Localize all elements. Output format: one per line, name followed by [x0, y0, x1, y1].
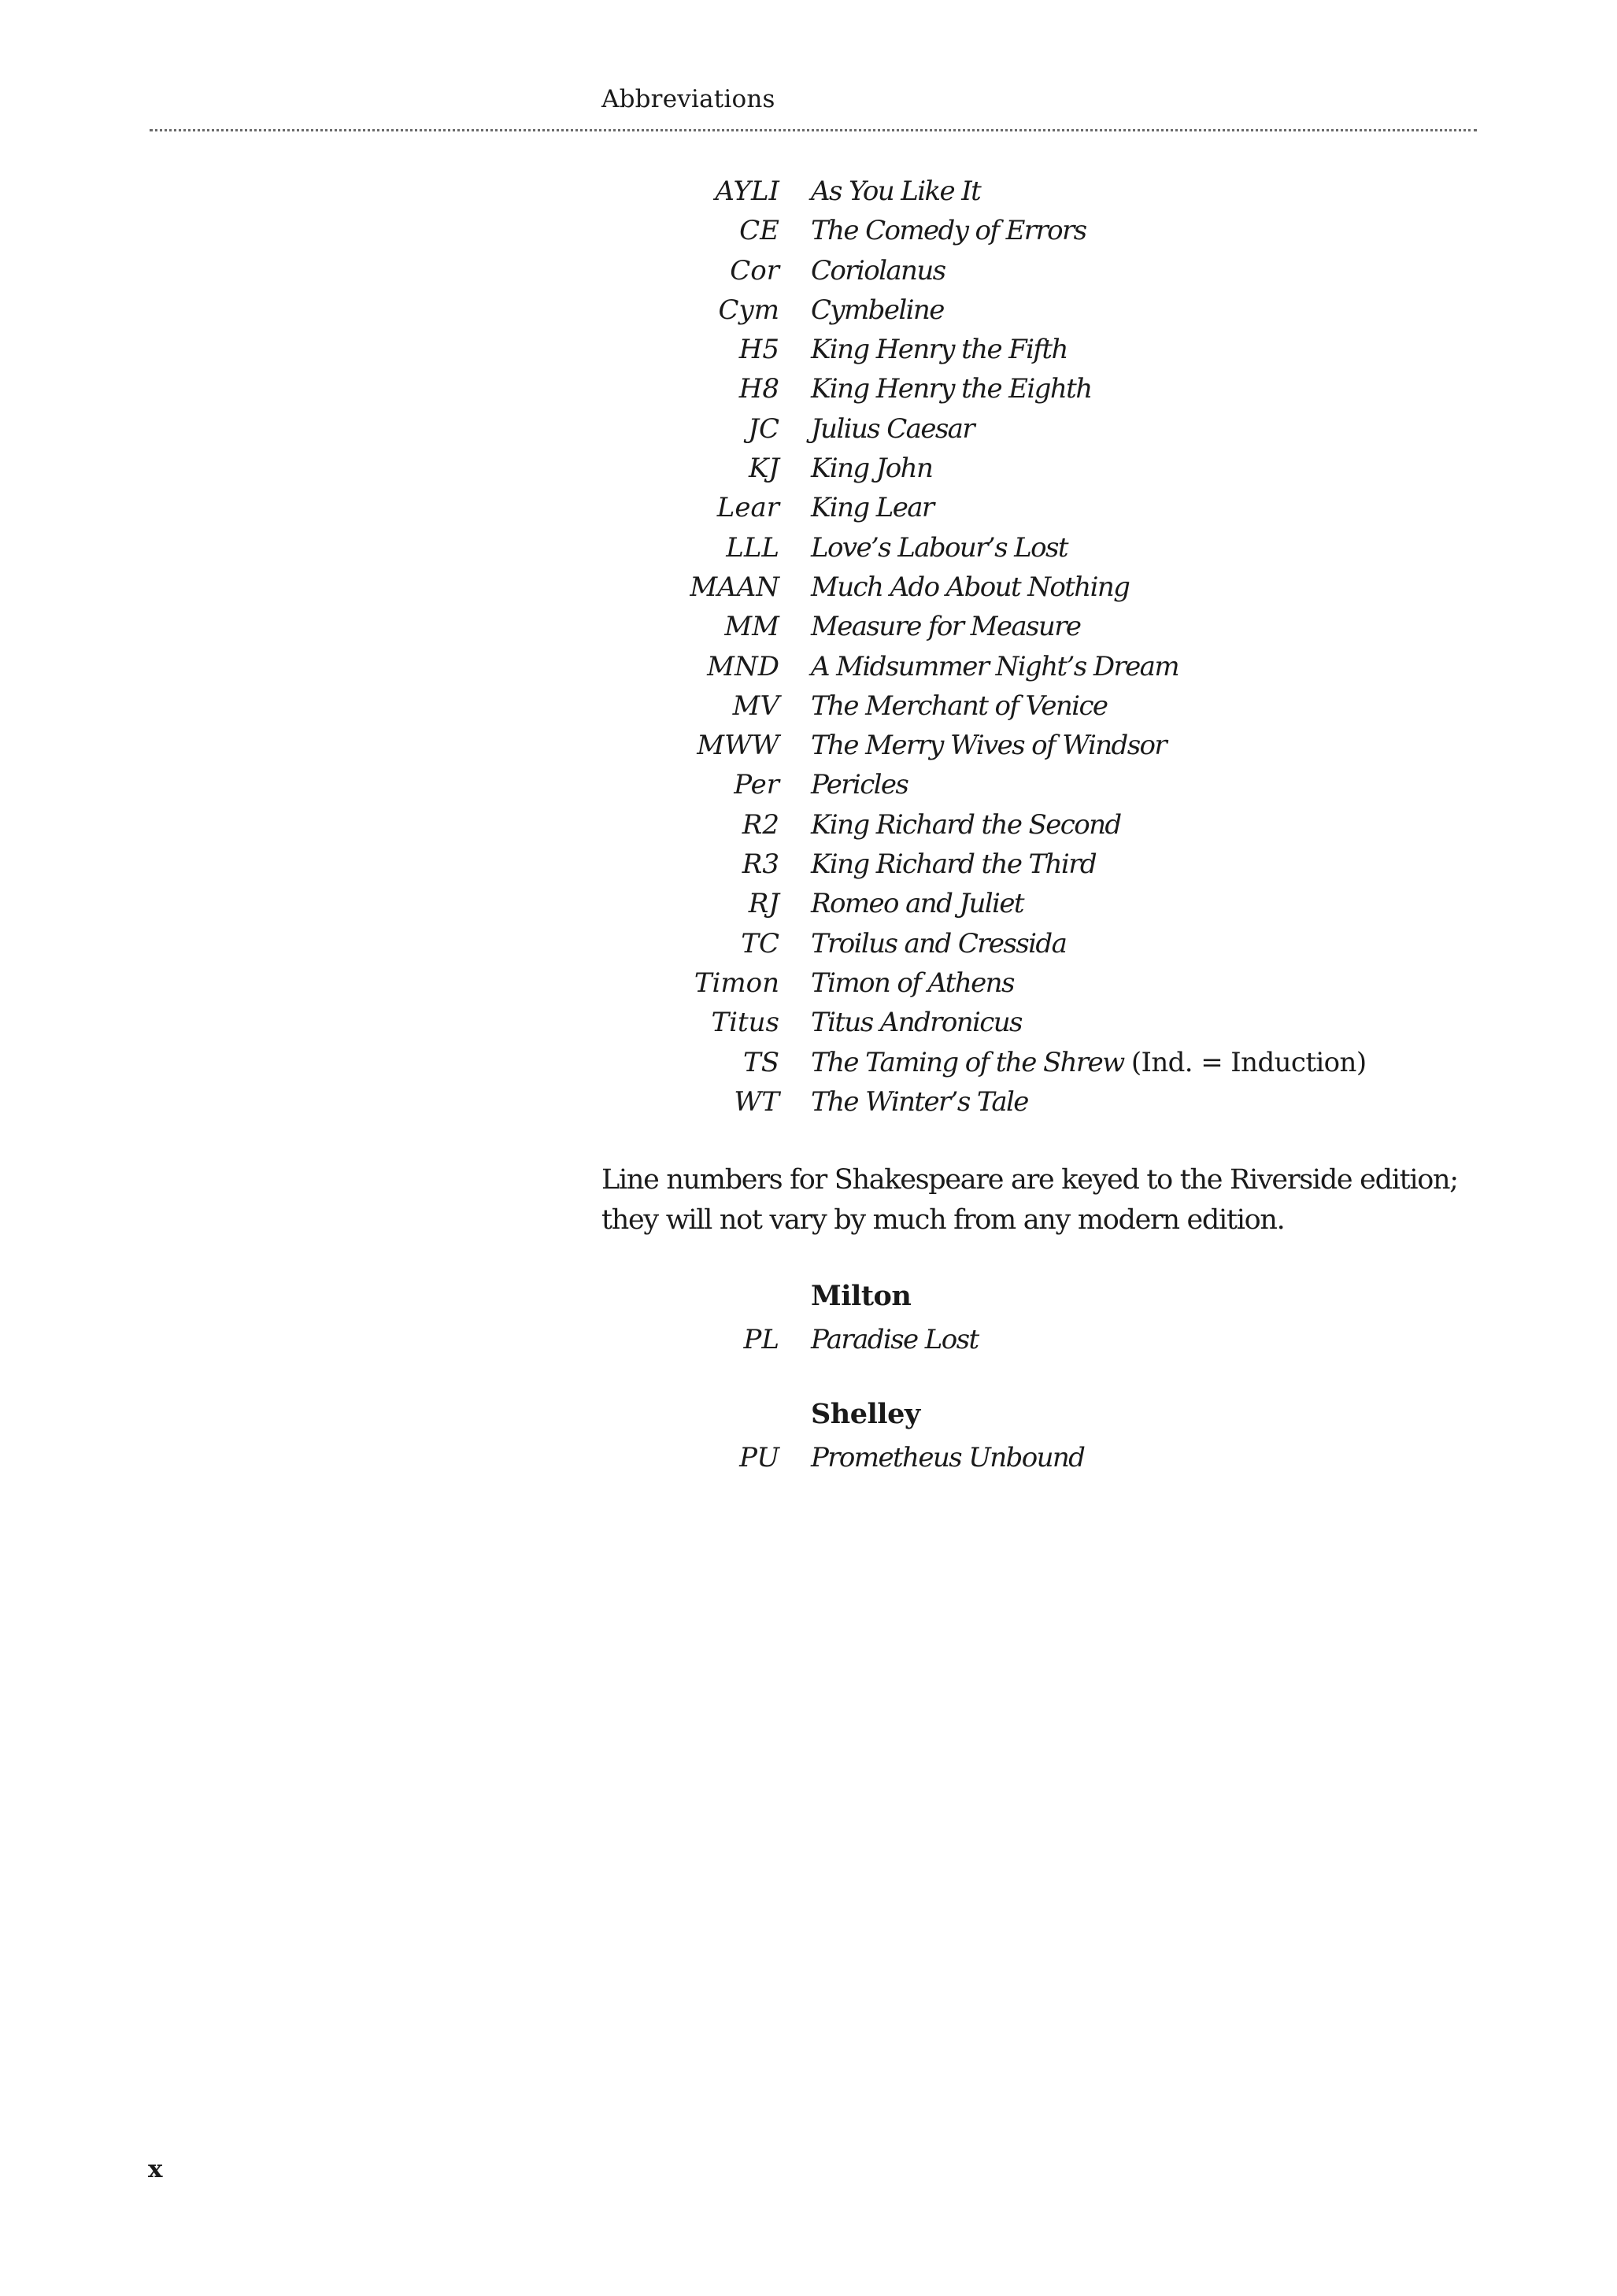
abbreviation: KJ	[748, 453, 779, 485]
work-title: Measure for Measure	[811, 611, 1081, 643]
work-title: Romeo and Juliet	[811, 888, 1023, 920]
line-numbers-note: Line numbers for Shakespeare are keyed to the Riverside edition; they will not vary by much from any modern edition.	[601, 1164, 1458, 1236]
list-item	[0, 884, 1617, 923]
list-item	[0, 1003, 1617, 1042]
work-title: King Richard the Third	[811, 849, 1097, 881]
abbreviation: CE	[739, 215, 779, 247]
abbreviation: AYLI	[715, 176, 779, 207]
work-title: Coriolanus	[811, 254, 945, 287]
work-title: The Comedy of Errors	[811, 215, 1086, 247]
work-title: King Henry the Fifth	[811, 334, 1068, 366]
work-title: Cymbeline	[811, 294, 944, 326]
list-item	[0, 568, 1617, 607]
abbreviation: JC	[748, 412, 779, 445]
abbreviation: R3	[742, 849, 779, 881]
list-item	[0, 607, 1617, 646]
work-title: Timon of Athens	[811, 967, 1014, 999]
work-title	[811, 1043, 1367, 1082]
work-title: Much Ado About Nothing	[811, 571, 1130, 603]
abbreviation: MV	[732, 690, 779, 722]
abbreviation: Titus	[711, 1007, 779, 1039]
list-item	[0, 172, 1617, 211]
abbreviation: Timon	[694, 967, 779, 999]
abbreviation: MND	[707, 650, 779, 682]
abbreviation: Lear	[716, 492, 779, 524]
work-title: King John	[811, 453, 933, 485]
list-item	[0, 211, 1617, 250]
work-title: Prometheus Unbound	[811, 1442, 1085, 1473]
abbreviation: R2	[742, 808, 779, 841]
abbreviation: MWW	[697, 730, 779, 762]
work-title: Pericles	[811, 769, 908, 801]
work-title: Love’s Labour’s Lost	[811, 531, 1068, 564]
list-item	[0, 765, 1617, 804]
list-item	[0, 290, 1617, 330]
list-item	[0, 449, 1617, 488]
work-title: Titus Andronicus	[811, 1007, 1022, 1039]
work-title: A Midsummer Night’s Dream	[811, 650, 1179, 682]
abbreviation: Per	[734, 769, 779, 801]
work-title: King Lear	[811, 492, 934, 524]
abbreviation: H8	[738, 373, 779, 405]
abbreviation: Cym	[718, 294, 779, 326]
abbreviation: MM	[724, 611, 779, 643]
list-item	[0, 845, 1617, 884]
list-item	[0, 528, 1617, 568]
list-item	[0, 686, 1617, 726]
list-item	[0, 1082, 1617, 1122]
list-item	[0, 1320, 1617, 1359]
abbreviation: WT	[734, 1085, 779, 1118]
work-title: Troilus and Cressida	[811, 927, 1067, 959]
work-title: Julius Caesar	[811, 412, 975, 445]
list-item	[0, 488, 1617, 527]
list-item	[0, 1438, 1617, 1477]
abbreviation: MAAN	[690, 571, 779, 603]
list-item	[0, 726, 1617, 765]
abbreviation: TC	[741, 927, 779, 959]
abbreviation: LLL	[726, 531, 779, 564]
list-item	[0, 251, 1617, 290]
milton-heading: Milton	[811, 1280, 912, 1312]
list-item	[0, 805, 1617, 845]
page-number: x	[148, 2155, 163, 2183]
list-item	[0, 1043, 1617, 1082]
list-item	[0, 409, 1617, 449]
running-head: Abbreviations	[601, 85, 775, 113]
induction-note: (Ind. = Induction)	[1130, 1046, 1367, 1078]
abbreviation: RJ	[748, 888, 779, 920]
list-item	[0, 963, 1617, 1003]
work-title: Paradise Lost	[811, 1324, 979, 1355]
work-title: King Henry the Eighth	[811, 373, 1092, 405]
work-title: The Merry Wives of Windsor	[811, 730, 1167, 762]
abbreviation: H5	[738, 334, 779, 366]
work-title: King Richard the Second	[811, 808, 1121, 841]
work-title: The Winter’s Tale	[811, 1085, 1028, 1118]
shelley-heading: Shelley	[811, 1398, 920, 1430]
list-item	[0, 369, 1617, 409]
list-item	[0, 924, 1617, 963]
abbreviation: PU	[739, 1442, 779, 1473]
abbreviation: TS	[743, 1046, 779, 1078]
abbreviation: Cor	[730, 254, 779, 287]
list-item	[0, 330, 1617, 369]
header-rule	[150, 129, 1477, 131]
shakespeare-abbreviation-list	[0, 172, 1617, 1122]
work-title: As You Like It	[811, 176, 981, 207]
work-title-text: The Taming of the Shrew	[811, 1046, 1124, 1078]
work-title: The Merchant of Venice	[811, 690, 1108, 722]
list-item	[0, 647, 1617, 686]
abbreviation: PL	[743, 1324, 779, 1355]
